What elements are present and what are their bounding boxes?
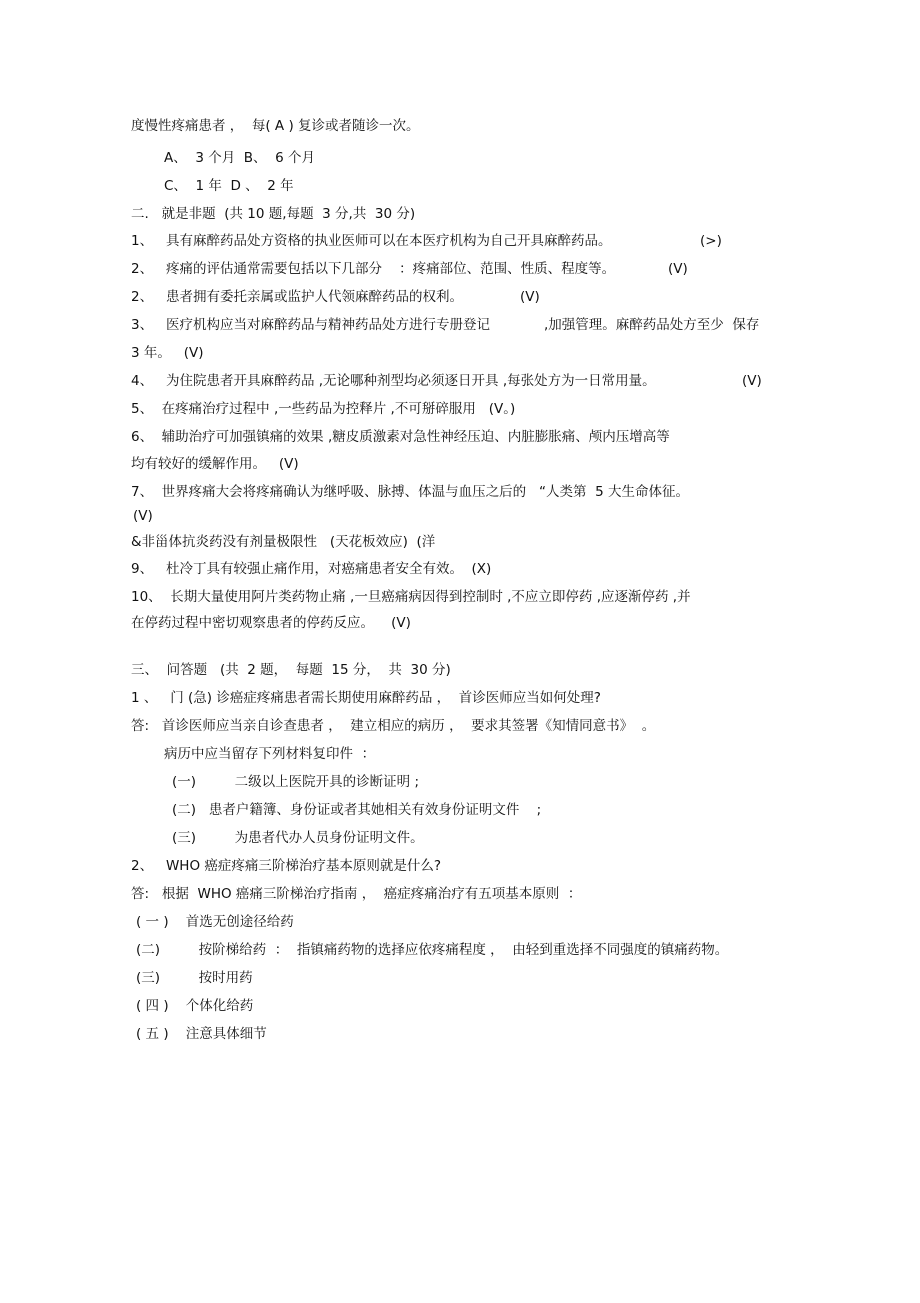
question-tf-6: 6、 辅助治疗可加强镇痛的效果 ,糖皮质激素对急性神经压迫、内脏膨胀痛、颅内压增高等 [131,429,670,445]
answer-tf-4: (V) [742,373,762,389]
principle-4: ( 四 ) 个体化给药 [136,998,254,1014]
question-tf-8: &非甾体抗炎药没有剂量极限性 (天花板效应) (洋 [131,534,436,550]
question-tf-10-end: 在停药过程中密切观察患者的停药反应。 (V) [131,615,411,631]
answer-qa-2: 答: 根据 WHO 癌痛三阶梯治疗指南 ， 癌症疼痛治疗有五项基本原则 ： [131,886,582,902]
option-line-cd: C、 1 年 D 、 2 年 [164,178,294,194]
answer-qa-1: 答: 首诊医师应当亲自诊查患者 ， 建立相应的病历 ， 要求其签署《知情同意书》 。 [131,718,656,734]
question-tf-3-cont: ,加强管理。麻醉药品处方至少 保存 [544,317,760,333]
principle-3: (三) 按时用药 [136,970,253,986]
question-tf-2b: 2、 患者拥有委托亲属或监护人代领麻醉药品的权利。 [131,289,463,305]
answer-qa-1-item-2: (二) 患者户籍簿、身份证或者其她相关有效身份证明文件 ; [172,802,542,818]
answer-qa-1-item-3: (三) 为患者代办人员身份证明文件。 [172,830,424,846]
question-tf-3: 3、 医疗机构应当对麻醉药品与精神药品处方进行专册登记 [131,317,490,333]
question-tf-6-end: 均有较好的缓解作用。 (V) [131,456,299,472]
answer-tf-2b: (V) [520,289,540,305]
principle-1: ( 一 ) 首选无创途径给药 [136,914,294,930]
question-tf-1: 1、 具有麻醉药品处方资格的执业医师可以在本医疗机构为自己开具麻醉药品。 [131,233,612,249]
option-line-ab: A、 3 个月 B、 6 个月 [164,150,316,166]
question-tf-2: 2、 疼痛的评估通常需要包括以下几部分 ：疼痛部位、范围、性质、程度等。 [131,261,616,277]
answer-tf-2: (V) [668,261,688,277]
question-qa-1: 1 、 门 (急) 诊癌症疼痛患者需长期使用麻醉药品 ， 首诊医师应当如何处理? [131,690,601,706]
answer-qa-1-item-1: (一) 二级以上医院开具的诊断证明 ; [172,774,419,790]
answer-qa-1-materials: 病历中应当留存下列材料复印件 ： [164,746,376,762]
question-tf-5: 5、 在疼痛治疗过程中 ,一些药品为控释片 ,不可掰碎服用 (V。) [131,401,516,417]
question-qa-2: 2、 WHO 癌症疼痛三阶梯治疗基本原则就是什么? [131,858,442,874]
section-heading-qa: 三、 问答题 (共 2 题， 每题 15 分， 共 30 分) [131,662,451,678]
question-tf-4: 4、 为住院患者开具麻醉药品 ,无论哪种剂型均必须逐日开具 ,每张处方为一日常用量。 [131,373,656,389]
principle-2: (二) 按阶梯给药 ： 指镇痛药物的选择应依疼痛程度 ， 由轻到重选择不同强度的镇痛药物。 [136,942,729,958]
question-tf-7: 7、 世界疼痛大会将疼痛确认为继呼吸、脉搏、体温与血压之后的 “人类第 5 大生命体征。 [131,484,690,500]
question-tf-10: 10、 长期大量使用阿片类药物止痛 ,一旦癌痛病因得到控制时 ,不应立即停药 ,应逐渐停药 ,并 [131,589,691,605]
section-heading-true-false: 二. 就是非题 (共 10 题,每题 3 分,共 30 分) [131,206,416,222]
principle-5: ( 五 ) 注意具体细节 [136,1026,267,1042]
question-tf-9: 9、 杜冷丁具有较强止痛作用，对癌痛患者安全有效。 (X) [131,561,492,577]
answer-tf-7: (V) [133,508,153,524]
text-line-1: 度慢性疼痛患者 ， 每( A ) 复诊或者随诊一次。 [131,118,420,134]
answer-tf-1: (>) [700,233,722,249]
question-tf-3-end: 3 年。 (V) [131,345,204,361]
